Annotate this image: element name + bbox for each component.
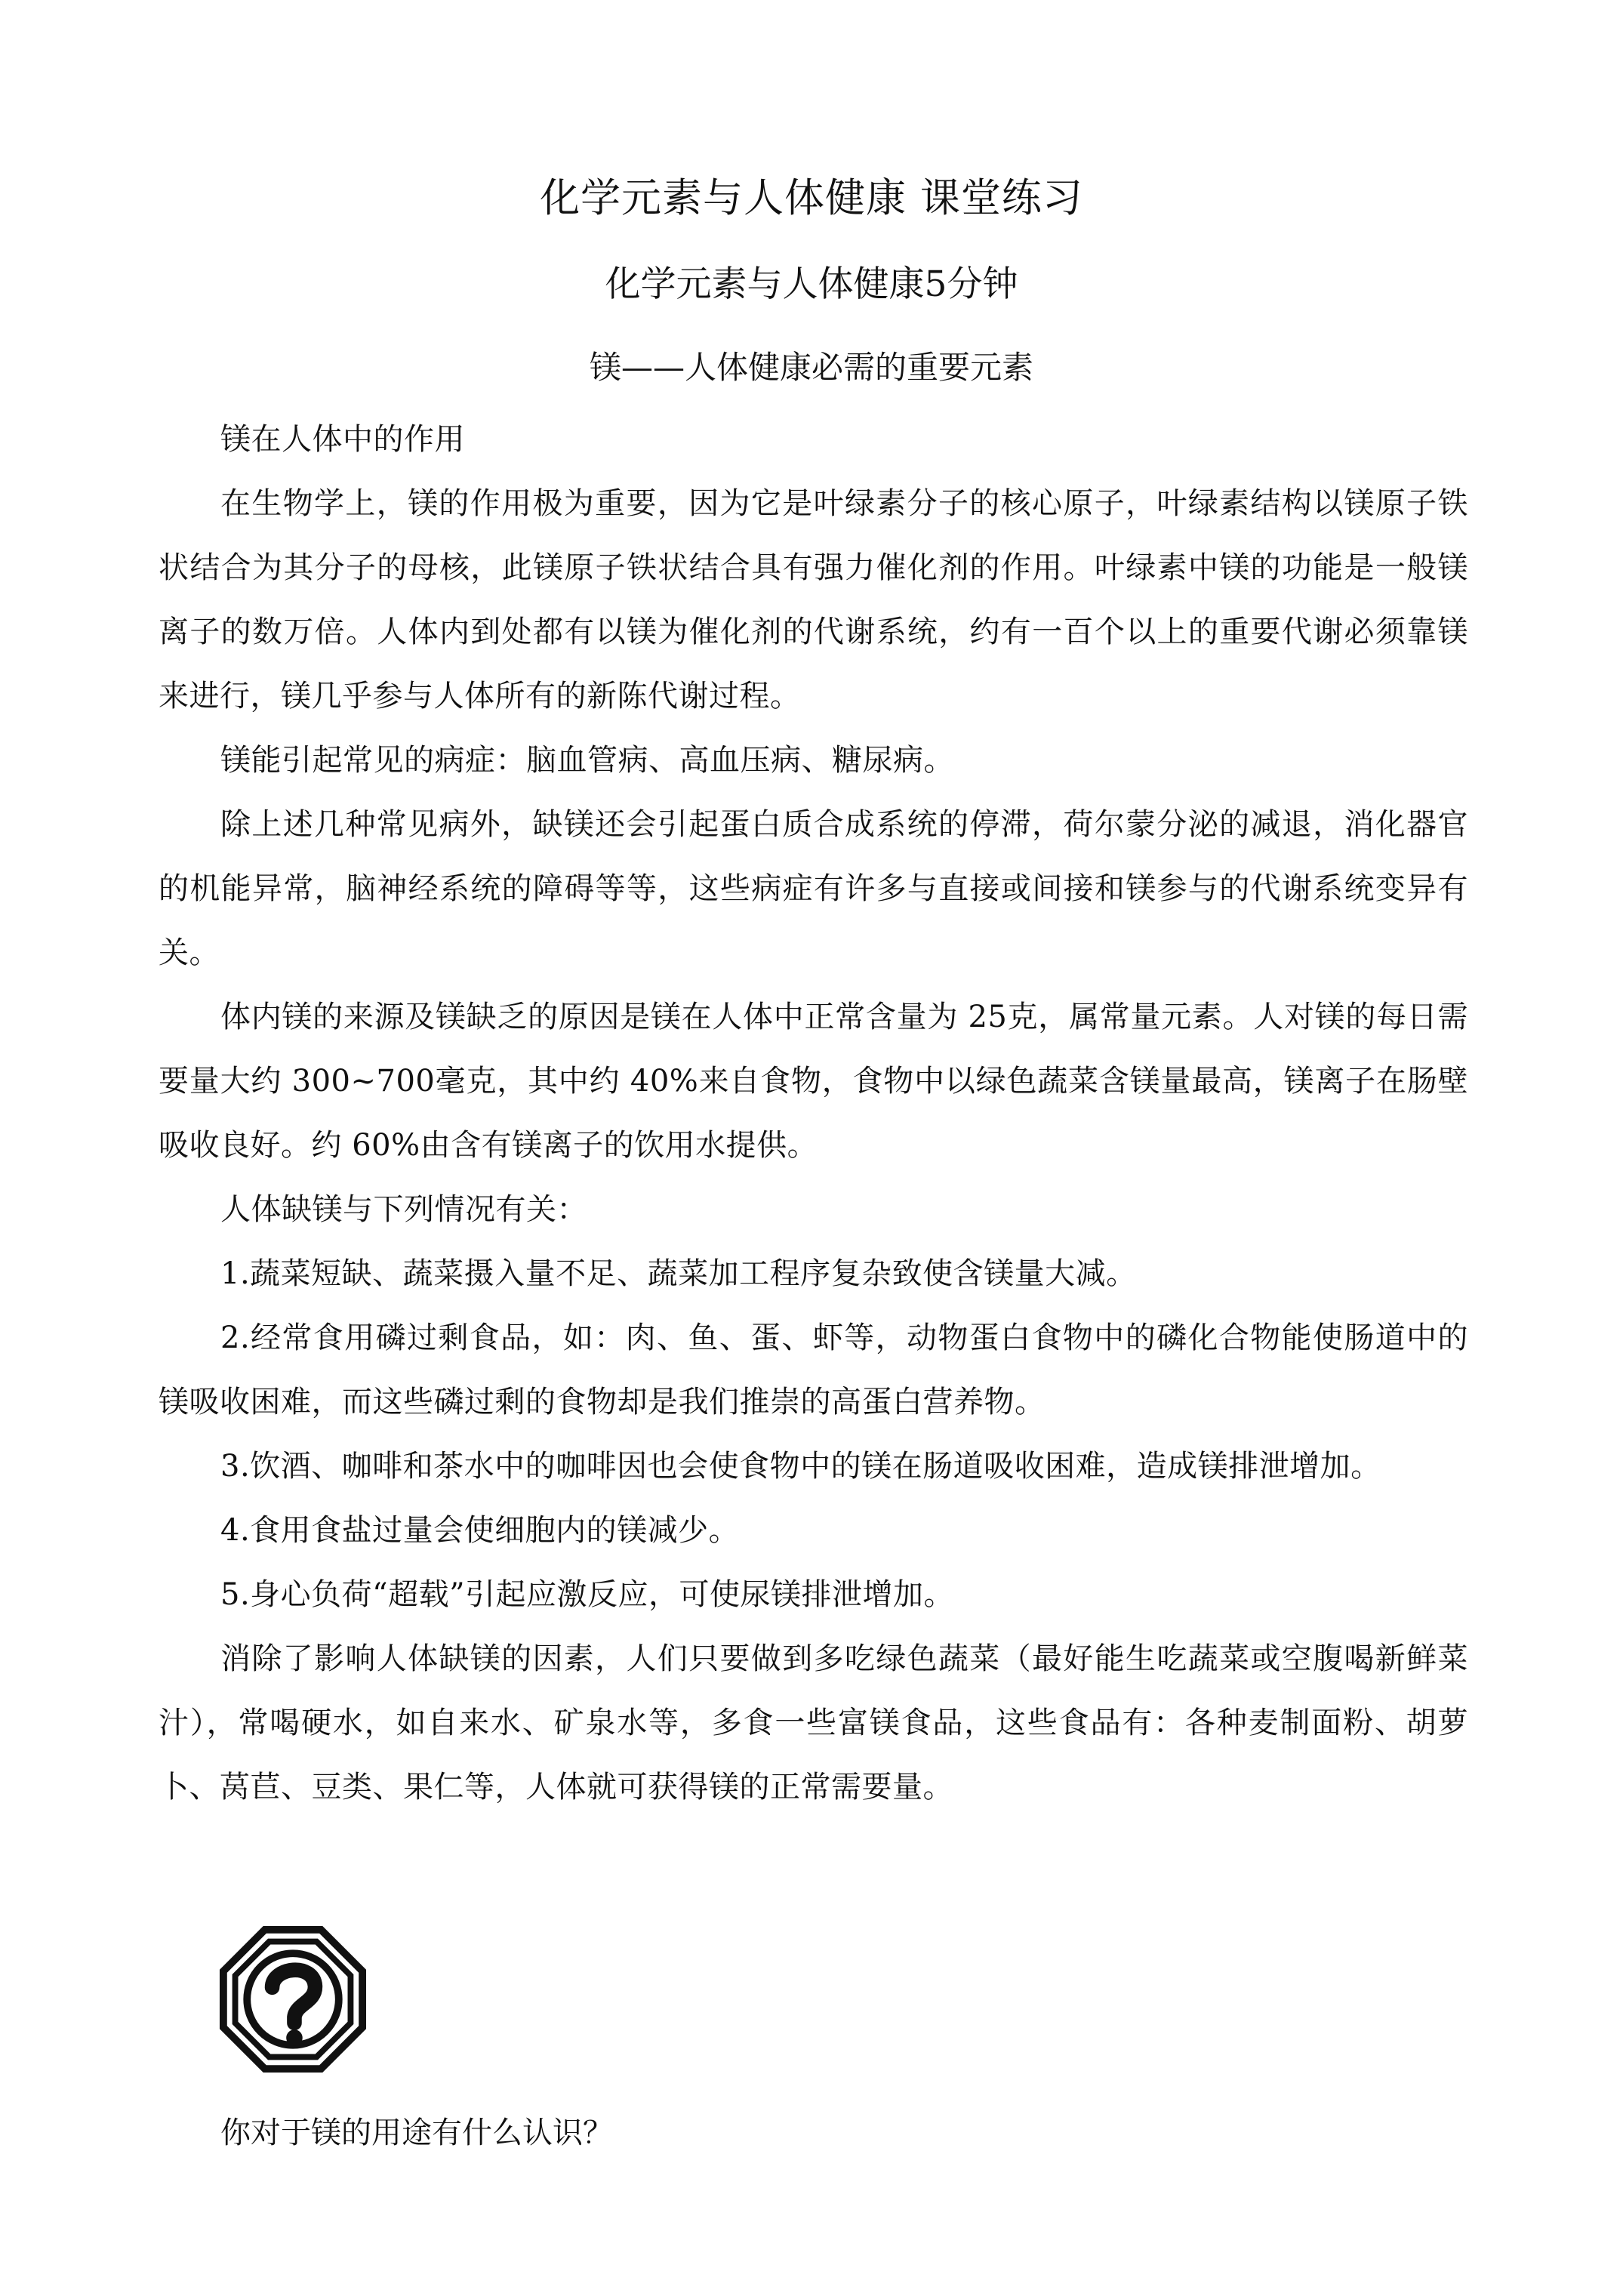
paragraph-heading-role: 镁在人体中的作用 <box>220 422 465 457</box>
document-subtitle: 化学元素与人体健康5分钟 <box>605 264 1018 305</box>
paragraph-diseases: 镁能引起常见的病症：脑血管病、高血压病、糖尿病。 <box>220 743 954 778</box>
paragraph-causes-intro: 人体缺镁与下列情况有关： <box>220 1192 587 1227</box>
paragraph-biology: 在生物学上，镁的作用极为重要，因为它是叶绿素分子的核心原子，叶绿素结构以镁原子铁状结合为其分子的母核，此镁原子铁状结合具有强力催化剂的作用。叶绿素中镁的功能是一般镁离子的数万倍。人体内到处都有以镁为催化剂的代谢系统，约有一百个以上的重要代谢必须靠镁来进行，镁几乎参与人体所有的新陈代谢过程。 <box>159 486 1468 713</box>
list-item-cause-5: 5.身心负荷“超载”引起应激反应，可使尿镁排泄增加。 <box>220 1577 955 1612</box>
document-title: 化学元素与人体健康 课堂练习 <box>540 175 1083 221</box>
question-mark-icon <box>219 1925 367 2073</box>
paragraph-deficiency-effects: 除上述几种常见病外，缺镁还会引起蛋白质合成系统的停滞，荷尔蒙分泌的减退，消化器官的机能异常，脑神经系统的障碍等等，这些病症有许多与直接或间接和镁参与的代谢系统变异有关。 <box>159 807 1468 970</box>
paragraph-sources: 体内镁的来源及镁缺乏的原因是镁在人体中正常含量为 25克，属常量元素。人对镁的每日需要量大约 300~700毫克，其中约 40%来自食物，食物中以绿色蔬菜含镁量最高，镁离子在肠壁吸收良好。约 60%由含有镁离子的饮用水提供。 <box>159 1000 1468 1163</box>
paragraph-recommendation: 消除了影响人体缺镁的因素，人们只要做到多吃绿色蔬菜（最好能生吃蔬菜或空腹喝新鲜菜汁），常喝硬水，如自来水、矿泉水等，多食一些富镁食品，这些食品有：各种麦制面粉、胡萝卜、莴苣、豆类、果仁等，人体就可获得镁的正常需要量。 <box>159 1641 1468 1804</box>
list-item-cause-4: 4.食用食盐过量会使细胞内的镁减少。 <box>220 1513 740 1548</box>
list-item-cause-3: 3.饮酒、咖啡和茶水中的咖啡因也会使食物中的镁在肠道吸收困难，造成镁排泄增加。 <box>220 1449 1381 1484</box>
section-title: 镁——人体健康必需的重要元素 <box>589 349 1033 386</box>
list-item-cause-1: 1.蔬菜短缺、蔬菜摄入量不足、蔬菜加工程序复杂致使含镁量大减。 <box>220 1256 1137 1291</box>
question-prompt: 你对于镁的用途有什么认识？ <box>220 2116 613 2150</box>
list-item-cause-2: 2.经常食用磷过剩食品，如：肉、鱼、蛋、虾等，动物蛋白食物中的磷化合物能使肠道中的镁吸收困难，而这些磷过剩的食物却是我们推崇的高蛋白营养物。 <box>159 1321 1468 1419</box>
article-body <box>159 408 1468 1820</box>
